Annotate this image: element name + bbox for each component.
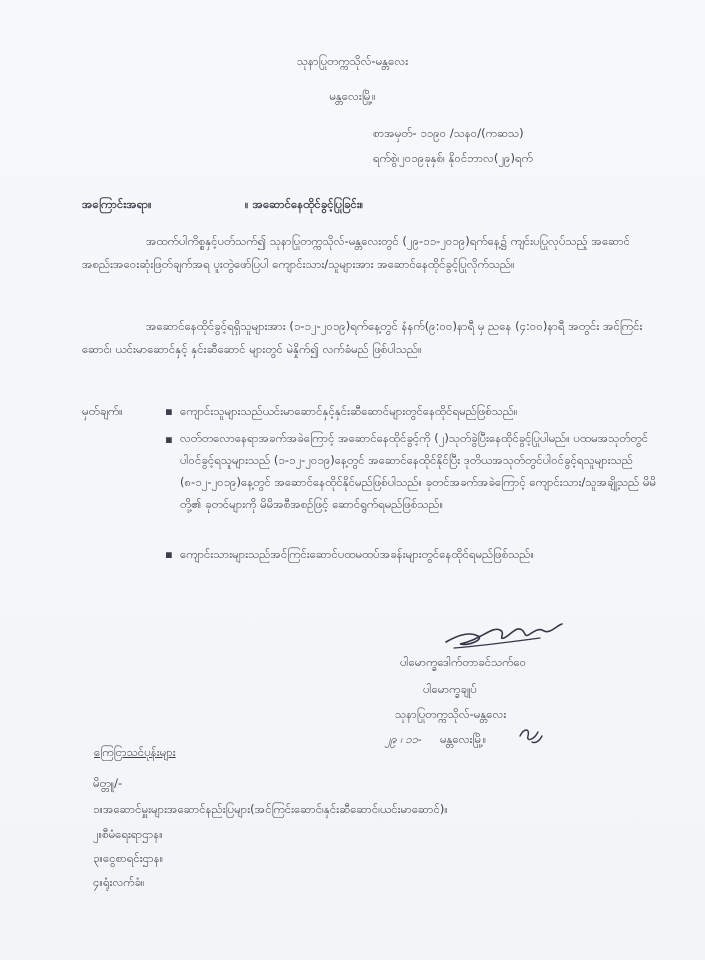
distribution-item: ၃။ငွေစာရင်းဌာန။ — [93, 851, 164, 865]
remark-bullet: ▪ — [165, 547, 173, 561]
distribution-item: ၂။စီမံရေးရာဌာန။ — [93, 827, 163, 841]
remark-bullet: ▪ — [165, 432, 173, 446]
signatory-city: မန္တလေးမြို့။ — [440, 732, 487, 746]
remark-item: ကျောင်းသားများသည်အင်ကြင်းဆောင်ပထမထပ်အခန်းများတွင်နေထိုင်ရမည်ဖြစ်သည်။ — [180, 547, 534, 561]
copy-label: မိတ္တူ/- — [93, 776, 123, 790]
distribution-heading: ကြေငြာသင်ပုန်းများ — [94, 745, 176, 759]
initials-mark — [516, 724, 546, 746]
subject-label: အကြောင်းအရာ။ — [82, 197, 152, 211]
handwritten-date: ၂၉ ၊ ၁၁- — [385, 733, 422, 746]
signature-image — [440, 612, 570, 654]
body-paragraph-2: အဆောင်နေထိုင်ခွင့်ရရှိသူများအား (၁-၁၂-၂၀၁၉)ရက်နေ့တွင် နံနက်(၉:၀၀)နာရီ မှ ညနေ (၄:၀၀)နာရီ အတွင်း အင်ကြင်းဆောင်၊ ယင်းမာဆောင်နှင့် နှင်းဆီဆောင် များတွင် မဲနှိုက်၍ လက်ခံမည် ဖြစ်ပါသည်။ — [82, 319, 643, 356]
letter-date: ရက်စွဲ၊၂၀၁၉ခုနှစ်၊ နိုဝင်ဘာလ(၂၉)ရက် — [373, 151, 533, 165]
signatory-title: ပါမောက္ခချုပ် — [423, 682, 477, 696]
body-paragraph-1: အထက်ပါကိစ္စနှင့်ပတ်သက်၍ သုနာပြုတက္ကသိုလ်-မန္တလေးတွင် (၂၉-၁၁-၂၀၁၉)ရက်နေ့၌ ကျင်းပပြုလုပ်သည့် အဆောင်အစည်းအဝေးဆုံးဖြတ်ချက်အရ ပူးတွဲဖော်ပြပါ ကျောင်းသား/သူများအား အဆောင်နေထိုင်ခွင့်ပြုလိုက်သည်။ — [82, 234, 630, 271]
office-name: သုနာပြုတက္ကသိုလ်-မန္တလေး — [296, 54, 409, 68]
signatory-name: ပါမောက္ခဒေါက်တာခင်သက်ဝေ — [400, 655, 527, 669]
distribution-item: ၄။ရုံးလက်ခံ။ — [93, 875, 145, 889]
remark-bullet: ▪ — [165, 404, 173, 418]
letter-number: စာအမှတ်- ၁၁၉၀ /သန၀/(ကဆသ) — [373, 126, 524, 140]
subject-text: ။ အဆောင်နေထိုင်ခွင့်ပြုခြင်း။ — [245, 197, 364, 211]
city-name: မန္တလေးမြို့။ — [329, 89, 376, 103]
remarks-label: မှတ်ချက်။ — [82, 404, 123, 418]
remark-item: လတ်တလောနေရာအခက်အခဲကြောင့် အဆောင်နေထိုင်ခွင့်ကို (၂)သုတ်ခွဲပြီးနေထိုင်ခွင့်ပြုပါမည်။ ပထမအသုတ်တွင် ပါဝင်ခွင့်ရသူများသည် (၁-၁၂-၂၀၁၉)နေ့တွင် အဆောင်နေထိုင်နိုင်ပြီး ဒုတိယအသုတ်တွင်ပါဝင်ခွင့်ရသူများသည် (၈-၁၂-၂၀၁၉)နေ့တွင် အဆောင်နေထိုင်နိုင်မည်ဖြစ်ပါသည်။ ခုတင်အခက်အခဲကြောင့် ကျောင်းသား/သူအချို့သည် မိမိတို့၏ ခုတင်များကို မိမိအစီအစဉ်ဖြင့် ဆောင်ရွက်ရမည်ဖြစ်သည်။ — [180, 431, 657, 511]
distribution-item: ၁။အဆောင်မှူးများအဆောင်နည်းပြများ(အင်ကြင်းဆောင်၊နှင်းဆီဆောင်၊ယင်းမာဆောင်)။ — [93, 802, 448, 816]
signatory-office: သုနာပြုတက္ကသိုလ်-မန္တလေး — [395, 707, 507, 721]
remark-item: ကျောင်းသူများသည်ယင်းမာဆောင်နှင့်နှင်းဆီဆောင်များတွင်နေထိုင်ရမည်ဖြစ်သည်။ — [180, 404, 518, 418]
